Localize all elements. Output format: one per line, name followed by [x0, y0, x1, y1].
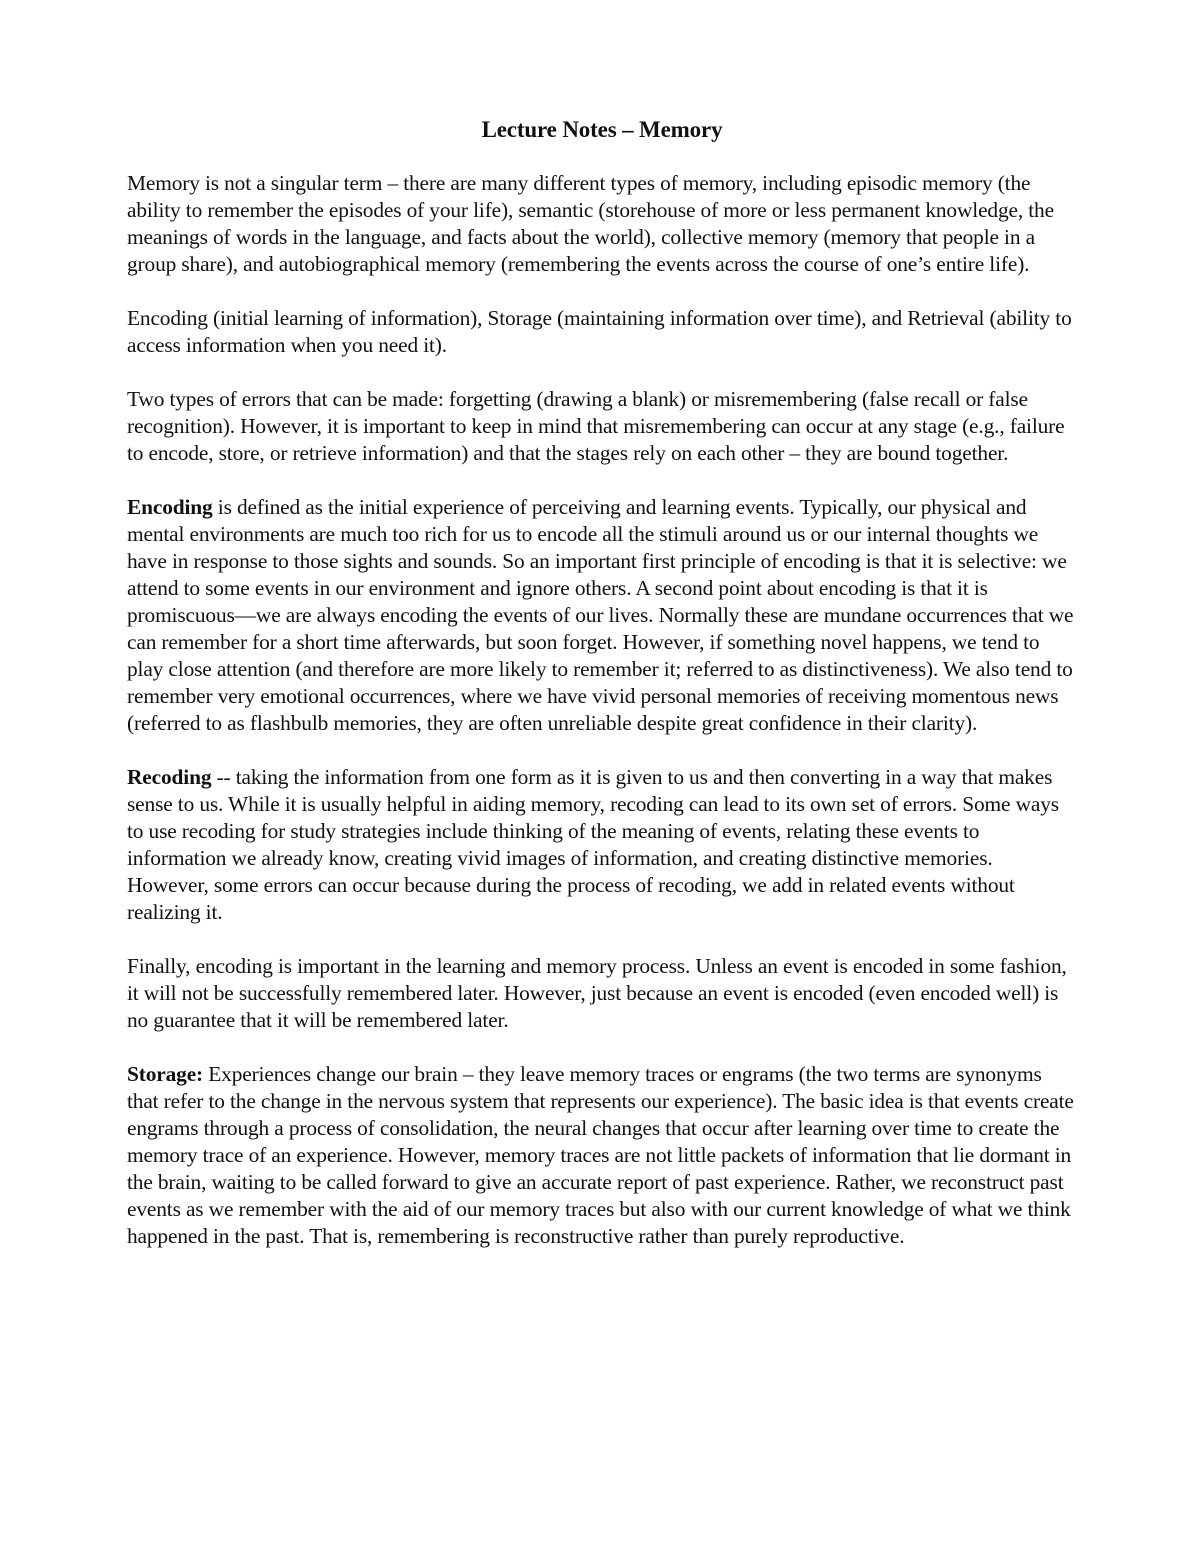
paragraph-text: Encoding (initial learning of information), Storage (maintaining information over time), and Retrieval (ability to access information when you need it).: [127, 306, 1072, 357]
paragraph-encoding: [127, 494, 1077, 737]
paragraph-text: is defined as the initial experience of perceiving and learning events. Typically, our physical and mental environments are much too rich for us to encode all the stimuli around us or our internal thoughts we have in response to those sights and sounds. So an important first principle of encoding is that it is selective: we attend to some events in our environment and ignore others. A second point about encoding is that it is promiscuous—we are always encoding the events of our lives. Normally these are mundane occurrences that we can remember for a short time afterwards, but soon forget. However, if something novel happens, we tend to play close attention (and therefore are more likely to remember it; referred to as distinctiveness). We also tend to remember very emotional occurrences, where we have vivid personal memories of receiving momentous news (referred to as flashbulb memories, they are often unreliable despite great confidence in their clarity).: [127, 495, 1074, 735]
paragraph-text: Two types of errors that can be made: forgetting (drawing a blank) or misremembering (false recall or false recognition). However, it is important to keep in mind that misremembering can occur at any stage (e.g., failure to encode, store, or retrieve information) and that the stages rely on each other – they are bound together.: [127, 387, 1065, 465]
paragraph-memory-types: [127, 170, 1077, 278]
paragraph-memory-errors: [127, 386, 1077, 467]
paragraph-storage: [127, 1061, 1077, 1250]
paragraph-encoding-importance: [127, 953, 1077, 1034]
storage-term: Storage:: [127, 1062, 204, 1086]
document-title: Lecture Notes – Memory: [481, 117, 723, 142]
paragraph-text: Experiences change our brain – they leave memory traces or engrams (the two terms are synonyms that refer to the change in the nervous system that represents our experience). The basic idea is that events create engrams through a process of consolidation, the neural changes that occur after learning over time to create the memory trace of an experience. However, memory traces are not little packets of information that lie dormant in the brain, waiting to be called forward to give an accurate report of past experience. Rather, we reconstruct past events as we remember with the aid of our memory traces but also with our current knowledge of what we think happened in the past. That is, remembering is reconstructive rather than purely reproductive.: [127, 1062, 1074, 1248]
paragraph-memory-stages: [127, 305, 1077, 359]
paragraph-text: Finally, encoding is important in the learning and memory process. Unless an event is encoded in some fashion, it will not be successfully remembered later. However, just because an event is encoded (even encoded well) is no guarantee that it will be remembered later.: [127, 954, 1067, 1032]
paragraph-text: Memory is not a singular term – there are many different types of memory, including episodic memory (the ability to remember the episodes of your life), semantic (storehouse of more or less permanent knowledge, the meanings of words in the language, and facts about the world), collective memory (memory that people in a group share), and autobiographical memory (remembering the events across the course of one’s entire life).: [127, 171, 1054, 276]
paragraph-recoding: [127, 764, 1077, 926]
document-body: [127, 112, 1077, 1277]
recoding-term: Recoding: [127, 765, 212, 789]
paragraph-text: -- taking the information from one form as it is given to us and then converting in a way that makes sense to us. While it is usually helpful in aiding memory, recoding can lead to its own set of errors. Some ways to use recoding for study strategies include thinking of the meaning of events, relating these events to information we already know, creating vivid images of information, and creating distinctive memories. However, some errors can occur because during the process of recoding, we add in related events without realizing it.: [127, 765, 1059, 924]
encoding-term: Encoding: [127, 495, 213, 519]
